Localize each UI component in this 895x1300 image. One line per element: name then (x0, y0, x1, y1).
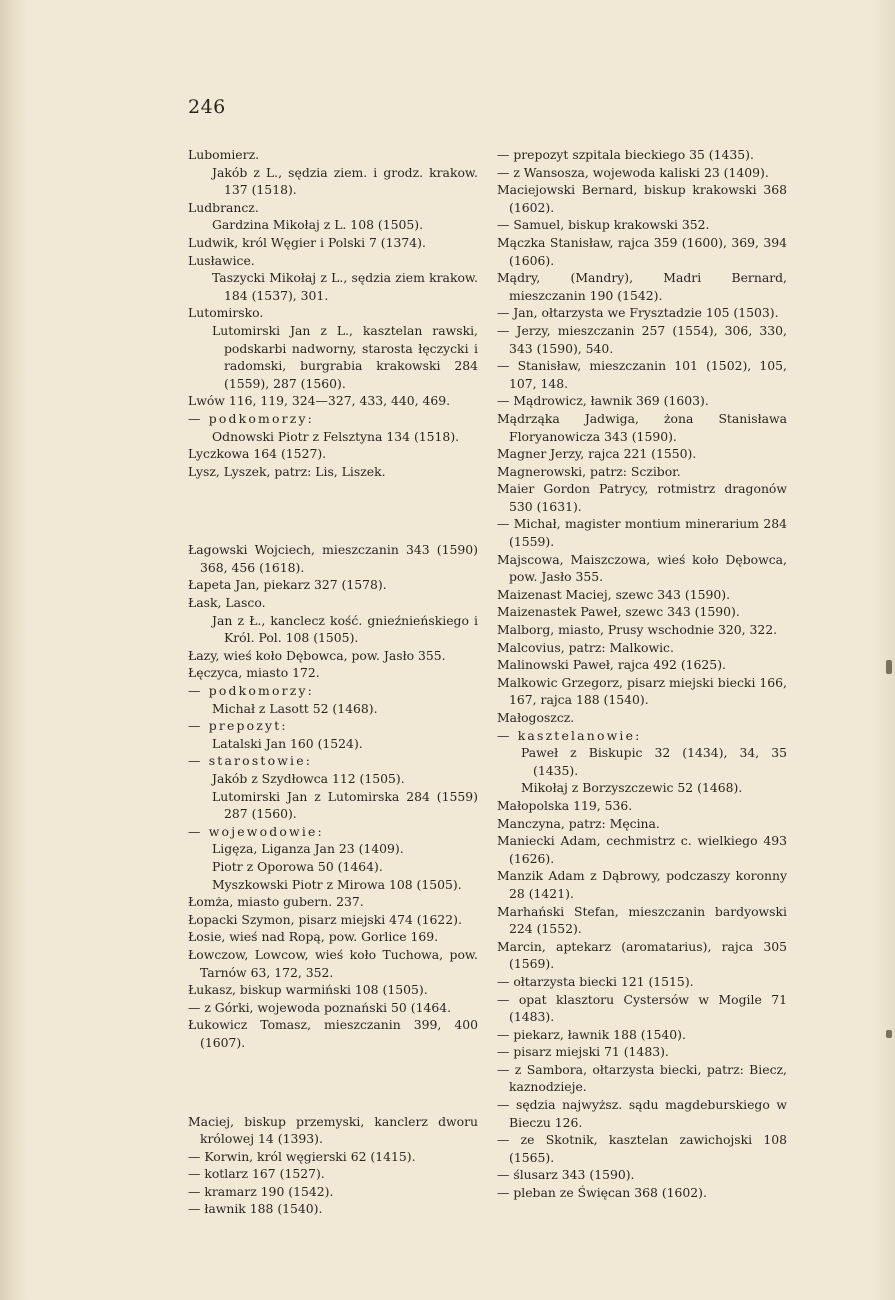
index-entry: — z Górki, wojewoda poznański 50 (1464. (188, 999, 452, 1015)
index-entry: — ołtarzysta biecki 121 (1515). (497, 973, 694, 989)
index-entry: Łask, Lasco. (188, 595, 266, 611)
index-entry: Małopolska 119, 536. (497, 797, 633, 813)
index-entry: Łęczyca, miasto 172. (188, 665, 320, 681)
index-entry: Lutomirski Jan z L., kasztelan rawski, podskarbi nadworny, starosta łęczycki i radomski, burgrabia krakowski 284 (1559), 287 (1560). (212, 322, 478, 391)
index-entry: Marcin, aptekarz (aromatarius), rajca 305 (1569). (497, 938, 787, 972)
index-entry: Majscowa, Maiszczowa, wieś koło Dębowca, pow. Jasło 355. (497, 551, 787, 585)
index-entry: Michał z Lasott 52 (1468). (212, 700, 378, 716)
index-entry: Ligęza, Liganza Jan 23 (1409). (212, 841, 404, 857)
index-entry: Jakób z L., sędzia ziem. i grodz. krakow. 137 (1518). (212, 164, 478, 198)
index-entry: — Mądrowicz, ławnik 369 (1603). (497, 393, 709, 409)
index-entry: Ludbrancz. (188, 199, 259, 215)
index-entry: — kotlarz 167 (1527). (188, 1166, 325, 1182)
index-entry: Manzik Adam z Dąbrowy, podczaszy koronny 28 (1421). (497, 868, 787, 901)
index-entry: — podkomorzy: (188, 410, 315, 426)
index-entry: Maizenast Maciej, szewc 343 (1590). (497, 586, 731, 602)
index-entry: Paweł z Biskupic 32 (1434), 34, 35 (1435). (521, 745, 787, 778)
index-entry: — ślusarz 343 (1590). (497, 1167, 635, 1183)
index-entry: Łagowski Wojciech, mieszczanin 343 (1590) 368, 456 (1618). (188, 542, 478, 575)
index-entry: Lubomierz. (188, 147, 260, 162)
index-entry: — Jerzy, mieszczanin 257 (1554), 306, 330, 343 (1590), 540. (497, 322, 787, 356)
index-entry: Mądry, (Mandry), Madri Bernard, mieszczanin 190 (1542). (497, 270, 787, 303)
index-entry: — wojewodowie: (188, 823, 324, 839)
index-entry: Lwów 116, 119, 324—327, 433, 440, 469. (188, 393, 451, 409)
index-entry: — kramarz 190 (1542). (188, 1183, 334, 1199)
index-entry: Lyczkowa 164 (1527). (188, 446, 327, 462)
index-entry: Malkowic Grzegorz, pisarz miejski biecki 166, 167, rajca 188 (1540). (497, 674, 787, 708)
index-entry: — Michał, magister montium minerarium 284 (1559). (497, 516, 787, 550)
index-entry: Magnerowski, patrz: Sczibor. (497, 463, 681, 479)
index-entry: Łosie, wieś nad Ropą, pow. Gorlice 169. (188, 929, 439, 945)
page-number: 246 (188, 96, 226, 118)
index-entry: Łomża, miasto gubern. 237. (188, 894, 364, 910)
index-entry: Łowczow, Lowcow, wieś koło Tuchowa, pow. Tarnów 63, 172, 352. (188, 946, 478, 980)
index-entry: Myszkowski Piotr z Mirowa 108 (1505). (212, 876, 462, 892)
index-entry: — Korwin, król węgierski 62 (1415). (188, 1148, 416, 1164)
index-entry: Piotr z Oporowa 50 (1464). (212, 858, 383, 874)
index-entry: — starostowie: (188, 753, 313, 769)
index-entry: Malborg, miasto, Prusy wschodnie 320, 322. (497, 622, 778, 638)
index-entry: Malinowski Paweł, rajca 492 (1625). (497, 657, 726, 673)
index-entry: — pisarz miejski 71 (1483). (497, 1044, 669, 1060)
index-entry: — ze Skotnik, kasztelan zawichojski 108 (1565). (497, 1132, 787, 1165)
index-entry: Mączka Stanisław, rajca 359 (1600), 369, 394 (1606). (497, 234, 787, 268)
page-edge-mark (886, 660, 892, 674)
index-entry: Latalski Jan 160 (1524). (212, 735, 363, 751)
index-entry: Lusławice. (188, 252, 255, 268)
index-entry: — opat klasztoru Cystersów w Mogile 71 (1483). (497, 991, 787, 1025)
index-entry: Maizenastek Paweł, szewc 343 (1590). (497, 604, 740, 620)
index-entry: — Jan, ołtarzysta we Frysztadzie 105 (1503). (497, 305, 779, 321)
index-column-left (188, 146, 478, 1218)
index-entry: Manczyna, patrz: Męcina. (497, 815, 660, 831)
index-entry: Małogoszcz. (497, 710, 575, 725)
index-entry: — sędzia najwyższ. sądu magdeburskiego w Bieczu 126. (497, 1097, 787, 1130)
index-entry: Lysz, Lyszek, patrz: Lis, Liszek. (188, 463, 386, 479)
index-entry: Łukasz, biskup warmiński 108 (1505). (188, 982, 428, 998)
index-entry: Mądrząka Jadwiga, żona Stanisława Floryanowicza 343 (1590). (497, 410, 787, 444)
index-entry: — prepozyt szpitala bieckiego 35 (1435). (497, 147, 754, 162)
index-entry: Maier Gordon Patrycy, rotmistrz dragonów 530 (1631). (497, 481, 787, 514)
index-entry: Łopacki Szymon, pisarz miejski 474 (1622). (188, 911, 462, 927)
index-entry: Marhański Stefan, mieszczanin bardyowski 224 (1552). (497, 903, 787, 937)
index-entry: Łukowicz Tomasz, mieszczanin 399, 400 (1607). (188, 1017, 478, 1050)
index-entry: Maciejowski Bernard, biskup krakowski 368 (1602). (497, 182, 787, 215)
index-entry: — kasztelanowie: (497, 727, 642, 743)
index-entry: Jan z Ł., kanclecz kość. gnieźnieńskiego i Król. Pol. 108 (1505). (212, 612, 478, 646)
index-entry: — podkomorzy: (188, 683, 315, 699)
index-entry: Łapeta Jan, piekarz 327 (1578). (188, 577, 387, 593)
index-entry: Ludwik, król Węgier i Polski 7 (1374). (188, 234, 426, 250)
index-entry: — prepozyt: (188, 718, 288, 734)
index-entry: Maciej, biskup przemyski, kanclerz dworu królowej 14 (1393). (188, 1113, 478, 1147)
index-entry: Taszycki Mikołaj z L., sędzia ziem krakow. 184 (1537), 301. (212, 270, 478, 303)
index-entry: — Samuel, biskup krakowski 352. (497, 217, 710, 233)
page-edge-mark (886, 1030, 892, 1038)
index-entry: — ławnik 188 (1540). (188, 1201, 323, 1217)
index-entry: Odnowski Piotr z Felsztyna 134 (1518). (212, 428, 460, 444)
index-entry: Maniecki Adam, cechmistrz c. wielkiego 493 (1626). (497, 833, 787, 866)
index-entry: — z Sambora, ołtarzysta biecki, patrz: Biecz, kaznodzieje. (497, 1061, 787, 1095)
index-entry: Lutomirsko. (188, 305, 264, 321)
index-entry: Łazy, wieś koło Dębowca, pow. Jasło 355. (188, 647, 446, 663)
index-entry: Malcovius, patrz: Malkowic. (497, 639, 674, 655)
index-entry: Gardzina Mikołaj z L. 108 (1505). (212, 217, 424, 233)
index-entry: — Stanisław, mieszczanin 101 (1502), 105, 107, 148. (497, 358, 787, 391)
index-entry: Mikołaj z Borzyszczewic 52 (1468). (521, 780, 743, 796)
index-entry: — piekarz, ławnik 188 (1540). (497, 1026, 686, 1042)
index-entry: Lutomirski Jan z Lutomirska 284 (1559) 287 (1560). (212, 788, 478, 822)
index-entry: Magner Jerzy, rajca 221 (1550). (497, 446, 697, 462)
index-entry: Jakób z Szydłowca 112 (1505). (212, 771, 405, 786)
index-entry: — z Wansosza, wojewoda kaliski 23 (1409). (497, 164, 769, 180)
index-entry: — pleban ze Święcan 368 (1602). (497, 1185, 707, 1201)
index-column-right (497, 146, 787, 1202)
